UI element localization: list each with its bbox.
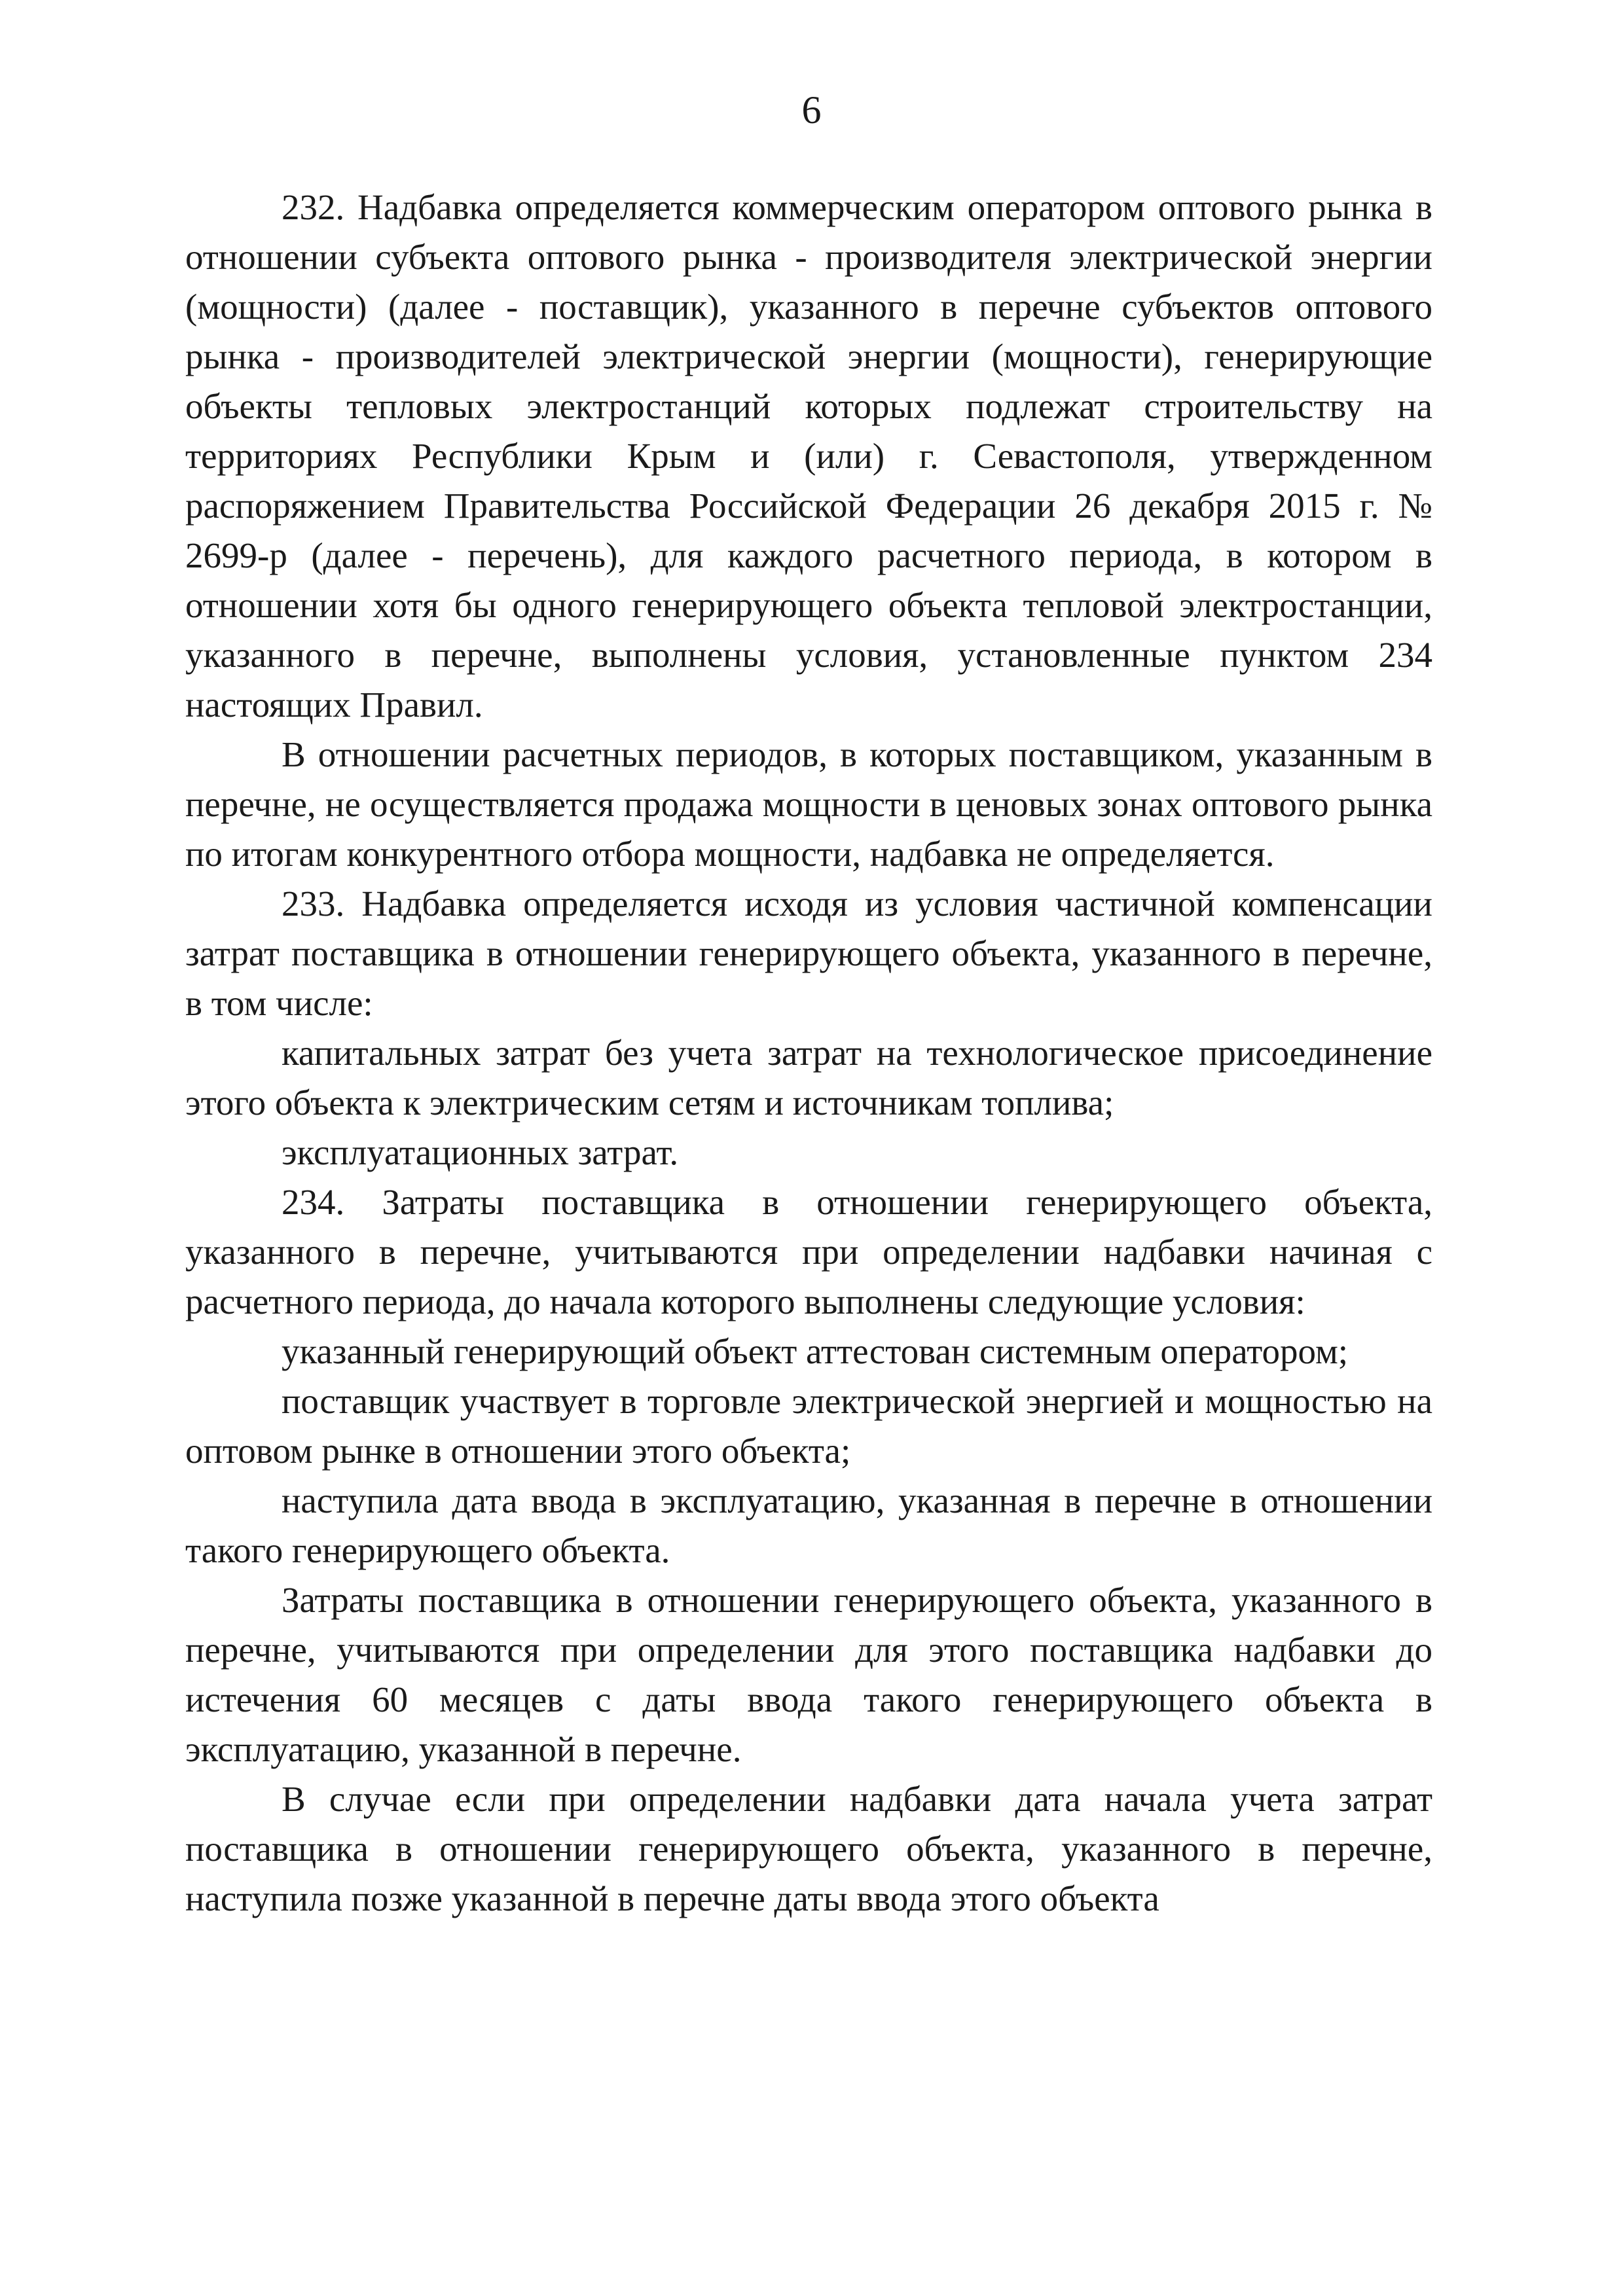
page-number: 6 (801, 88, 822, 132)
document-body (185, 183, 1432, 1924)
list-item-capital-costs: капитальных затрат без учета затрат на технологическое присоединение этого объекта к электрическим сетям и источникам топлива; (185, 1033, 1432, 1122)
list-item-commissioning-date: наступила дата ввода в эксплуатацию, указанная в перечне в отношении такого генерирующего объекта. (185, 1480, 1432, 1570)
paragraph-234: 234. Затраты поставщика в отношении генерирующего объекта, указанного в перечне, учитываются при определении надбавки начиная с расчетного периода, до начала которого выполнены следующие условия: (185, 1182, 1432, 1321)
list-item-operating-costs: эксплуатационных затрат. (282, 1132, 679, 1172)
list-item-trading: поставщик участвует в торговле электрической энергией и мощностью на оптовом рынке в отношении этого объекта; (185, 1381, 1432, 1471)
list-item-certified: указанный генерирующий объект аттестован системным оператором; (282, 1331, 1349, 1371)
paragraph-232: 232. Надбавка определяется коммерческим оператором оптового рынка в отношении субъекта оптового рынка - производителя электрической энергии (мощности) (далее - поставщик), указанного в перечне субъектов оптового рынка - производителей электрической энергии (мощности), генерирующие объекты тепловых электростанций которых подлежат строительству на территориях Республики Крым и (или) г. Севастополя, утвержденном распоряжением Правительства Российской Федерации 26 декабря 2015 г. № 2699-р (далее - перечень), для каждого расчетного периода, в котором в отношении хотя бы одного генерирующего объекта тепловой электростанции, указанного в перечне, выполнены условия, установленные пунктом 234 настоящих Правил. (185, 187, 1432, 725)
paragraph-234-late-start: В случае если при определении надбавки дата начала учета затрат поставщика в отношении генерирующего объекта, указанного в перечне, наступила позже указанной в перечне даты ввода этого объекта (185, 1779, 1432, 1918)
paragraph-233: 233. Надбавка определяется исходя из условия частичной компенсации затрат поставщика в отношении генерирующего объекта, указанного в перечне, в том числе: (185, 884, 1432, 1023)
paragraph-232-exception: В отношении расчетных периодов, в которых поставщиком, указанным в перечне, не осуществляется продажа мощности в ценовых зонах оптового рынка по итогам конкурентного отбора мощности, надбавка не определяется. (185, 734, 1432, 874)
paragraph-234-duration: Затраты поставщика в отношении генерирующего объекта, указанного в перечне, учитываются при определении для этого поставщика надбавки до истечения 60 месяцев с даты ввода такого генерирующего объекта в эксплуатацию, указанной в перечне. (185, 1580, 1432, 1769)
